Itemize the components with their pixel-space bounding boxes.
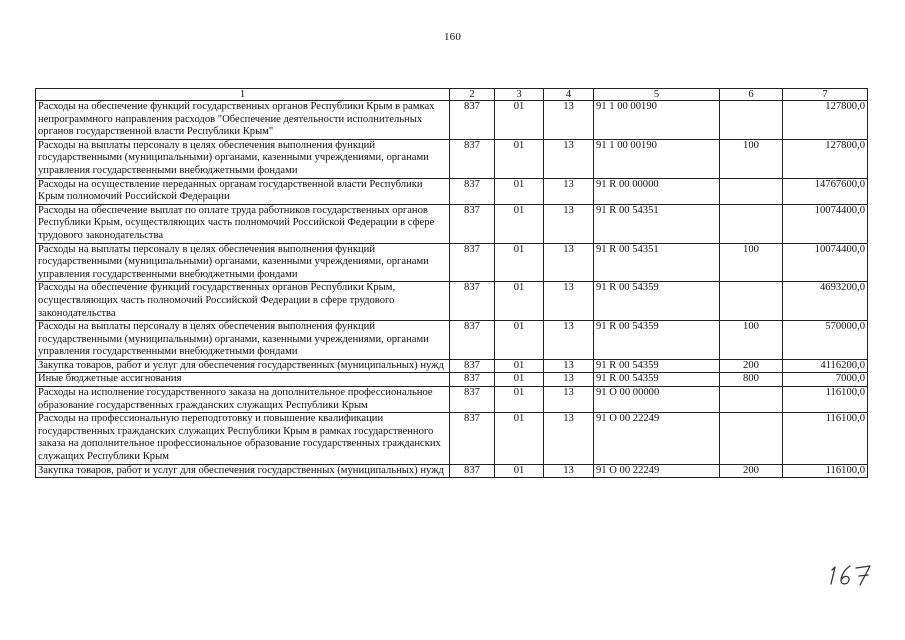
row-name: Расходы на обеспечение функций государственных органов Республики Крым в рамках непрограммного направления расходов "Обеспечение деятельности исполнительных органов государственной власти Республики Крым" bbox=[36, 101, 450, 140]
table-row bbox=[36, 101, 868, 140]
row-csr: 91 R 00 54359 bbox=[594, 373, 720, 387]
header-col-3: 3 bbox=[495, 89, 544, 101]
row-vr: 100 bbox=[720, 243, 783, 282]
table-row bbox=[36, 464, 868, 478]
row-pr: 13 bbox=[544, 204, 594, 243]
row-rz: 01 bbox=[495, 204, 544, 243]
table-row bbox=[36, 139, 868, 178]
row-sum: 116100,0 bbox=[783, 464, 868, 478]
row-sum: 10074400,0 bbox=[783, 243, 868, 282]
row-rz: 01 bbox=[495, 243, 544, 282]
row-csr: 91 1 00 00190 bbox=[594, 101, 720, 140]
row-rz: 01 bbox=[495, 178, 544, 204]
row-ved: 837 bbox=[450, 464, 495, 478]
row-name: Расходы на обеспечение выплат по оплате труда работников государственных органов Республики Крым, осуществляющих часть полномочий Российской Федерации в сфере трудового законодательства bbox=[36, 204, 450, 243]
row-csr: 91 О 00 22249 bbox=[594, 413, 720, 464]
row-rz: 01 bbox=[495, 321, 544, 360]
table-row bbox=[36, 243, 868, 282]
row-vr: 100 bbox=[720, 321, 783, 360]
row-ved: 837 bbox=[450, 243, 495, 282]
row-ved: 837 bbox=[450, 178, 495, 204]
row-rz: 01 bbox=[495, 282, 544, 321]
row-ved: 837 bbox=[450, 282, 495, 321]
row-ved: 837 bbox=[450, 101, 495, 140]
row-pr: 13 bbox=[544, 464, 594, 478]
row-ved: 837 bbox=[450, 413, 495, 464]
header-col-1: 1 bbox=[36, 89, 450, 101]
row-csr: 91 1 00 00190 bbox=[594, 139, 720, 178]
row-name: Закупка товаров, работ и услуг для обеспечения государственных (муниципальных) нужд bbox=[36, 464, 450, 478]
row-name: Расходы на исполнение государственного заказа на дополнительное профессиональное образование государственных гражданских служащих Республики Крым bbox=[36, 387, 450, 413]
row-sum: 116100,0 bbox=[783, 413, 868, 464]
row-name: Расходы на выплаты персоналу в целях обеспечения выполнения функций государственными (муниципальными) органами, казенными учреждениями, органами управления государственными внебюджетными фондами bbox=[36, 243, 450, 282]
row-rz: 01 bbox=[495, 373, 544, 387]
row-vr bbox=[720, 101, 783, 140]
row-vr bbox=[720, 413, 783, 464]
row-pr: 13 bbox=[544, 373, 594, 387]
row-pr: 13 bbox=[544, 359, 594, 373]
row-csr: 91 R 00 54359 bbox=[594, 282, 720, 321]
handwritten-page-mark bbox=[826, 562, 876, 588]
row-name: Иные бюджетные ассигнования bbox=[36, 373, 450, 387]
row-rz: 01 bbox=[495, 101, 544, 140]
row-sum: 4693200,0 bbox=[783, 282, 868, 321]
row-csr: 91 О 00 22249 bbox=[594, 464, 720, 478]
table-row bbox=[36, 178, 868, 204]
header-col-4: 4 bbox=[544, 89, 594, 101]
row-sum: 10074400,0 bbox=[783, 204, 868, 243]
row-name: Расходы на выплаты персоналу в целях обеспечения выполнения функций государственными (муниципальными) органами, казенными учреждениями, органами управления государственными внебюджетными фондами bbox=[36, 139, 450, 178]
row-ved: 837 bbox=[450, 373, 495, 387]
row-rz: 01 bbox=[495, 464, 544, 478]
row-name: Расходы на выплаты персоналу в целях обеспечения выполнения функций государственными (муниципальными) органами, казенными учреждениями, органами управления государственными внебюджетными фондами bbox=[36, 321, 450, 360]
row-sum: 127800,0 bbox=[783, 101, 868, 140]
table-row bbox=[36, 321, 868, 360]
row-pr: 13 bbox=[544, 178, 594, 204]
row-pr: 13 bbox=[544, 387, 594, 413]
row-name: Расходы на профессиональную переподготовку и повышение квалификации государственных гражданских служащих Республики Крым в рамках государственного заказа на дополнительное профессиональное образование государственных гражданских служащих Республики Крым bbox=[36, 413, 450, 464]
row-vr bbox=[720, 387, 783, 413]
row-name: Расходы на осуществление переданных органам государственной власти Республики Крым полномочий Российской Федерации bbox=[36, 178, 450, 204]
row-rz: 01 bbox=[495, 139, 544, 178]
row-csr: 91 R 00 00000 bbox=[594, 178, 720, 204]
header-col-6: 6 bbox=[720, 89, 783, 101]
row-sum: 4116200,0 bbox=[783, 359, 868, 373]
row-csr: 91 О 00 00000 bbox=[594, 387, 720, 413]
row-sum: 14767600,0 bbox=[783, 178, 868, 204]
row-vr bbox=[720, 178, 783, 204]
row-pr: 13 bbox=[544, 321, 594, 360]
header-row bbox=[36, 89, 868, 101]
row-ved: 837 bbox=[450, 321, 495, 360]
row-sum: 570000,0 bbox=[783, 321, 868, 360]
table-row bbox=[36, 204, 868, 243]
row-rz: 01 bbox=[495, 359, 544, 373]
header-col-2: 2 bbox=[450, 89, 495, 101]
row-pr: 13 bbox=[544, 101, 594, 140]
row-sum: 116100,0 bbox=[783, 387, 868, 413]
budget-table bbox=[35, 88, 868, 478]
page-number: 160 bbox=[443, 31, 462, 43]
table-row bbox=[36, 387, 868, 413]
row-name: Закупка товаров, работ и услуг для обеспечения государственных (муниципальных) нужд bbox=[36, 359, 450, 373]
row-sum: 7000,0 bbox=[783, 373, 868, 387]
row-vr: 100 bbox=[720, 139, 783, 178]
row-rz: 01 bbox=[495, 387, 544, 413]
row-vr bbox=[720, 282, 783, 321]
row-vr bbox=[720, 204, 783, 243]
header-col-7: 7 bbox=[783, 89, 868, 101]
row-ved: 837 bbox=[450, 139, 495, 178]
row-vr: 200 bbox=[720, 359, 783, 373]
row-pr: 13 bbox=[544, 243, 594, 282]
row-rz: 01 bbox=[495, 413, 544, 464]
table-row bbox=[36, 359, 868, 373]
row-vr: 800 bbox=[720, 373, 783, 387]
table-row bbox=[36, 282, 868, 321]
row-csr: 91 R 00 54359 bbox=[594, 359, 720, 373]
row-vr: 200 bbox=[720, 464, 783, 478]
row-csr: 91 R 00 54359 bbox=[594, 321, 720, 360]
table-row bbox=[36, 413, 868, 464]
row-pr: 13 bbox=[544, 139, 594, 178]
header-col-5: 5 bbox=[594, 89, 720, 101]
row-ved: 837 bbox=[450, 204, 495, 243]
table-row bbox=[36, 373, 868, 387]
row-csr: 91 R 00 54351 bbox=[594, 243, 720, 282]
row-pr: 13 bbox=[544, 282, 594, 321]
row-csr: 91 R 00 54351 bbox=[594, 204, 720, 243]
row-ved: 837 bbox=[450, 359, 495, 373]
row-sum: 127800,0 bbox=[783, 139, 868, 178]
row-pr: 13 bbox=[544, 413, 594, 464]
row-name: Расходы на обеспечение функций государственных органов Республики Крым, осуществляющих часть полномочий Российской Федерации в сфере трудового законодательства bbox=[36, 282, 450, 321]
row-ved: 837 bbox=[450, 387, 495, 413]
